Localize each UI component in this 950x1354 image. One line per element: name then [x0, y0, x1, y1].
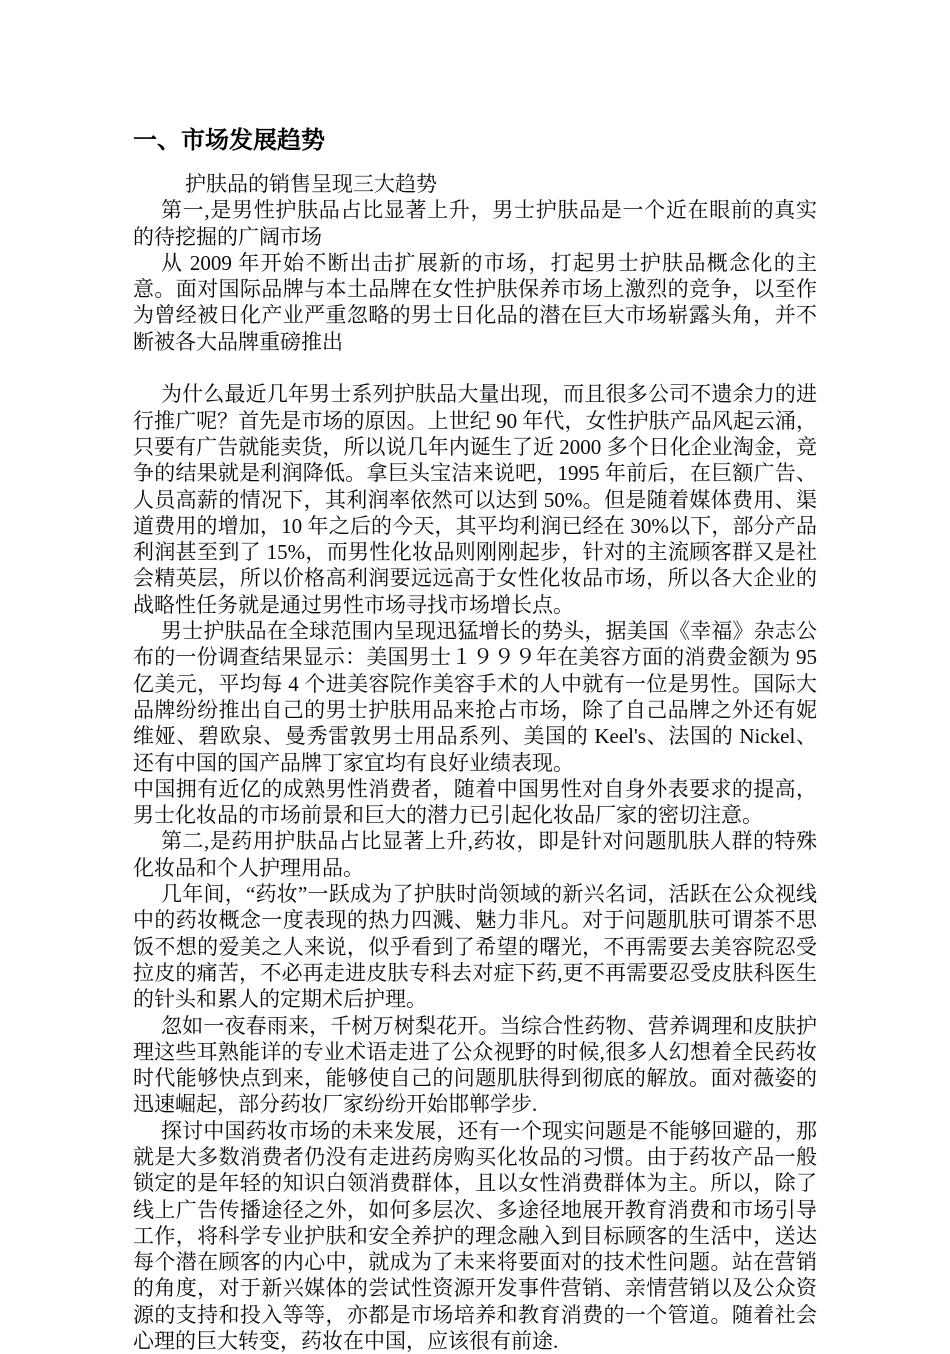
section-heading: 一、市场发展趋势 [133, 127, 325, 154]
paragraph-lead: 护肤品的销售呈现三大趋势 [185, 172, 437, 196]
document-page [133, 126, 817, 1354]
paragraph: 探讨中国药妆市场的未来发展，还有一个现实问题是不能够回避的，那就是大多数消费者仍没有走进药房购买化妆品的习惯。由于药妆产品一般锁定的是年轻的知识白领消费群体，且以女性消费群体为主。所以，除了线上广告传播途径之外，如何多层次、多途径地展开教育消费和市场引导工作，将科学专业护肤和安全养护的理念融入到目标顾客的生活中，送达每个潜在顾客的内心中，就成为了未来将要面对的技术性问题。站在营销的角度，对于新兴媒体的尝试性资源开发事件营销、亲情营销以及公众资源的支持和投入等等，亦都是市场培养和教育消费的一个管道。随着社会心理的巨大转变，药妆在中国，应该很有前途. [133, 1118, 817, 1354]
paragraph: 中国拥有近亿的成熟男性消费者，随着中国男性对自身外表要求的提高，男士化妆品的市场前景和巨大的潜力已引起化妆品厂家的密切注意。 [133, 776, 817, 828]
paragraph: 男士护肤品在全球范围内呈现迅猛增长的势头，据美国《幸福》杂志公布的一份调查结果显示：美国男士１９９９年在美容方面的消费金额为 95 亿美元，平均每 4 个进美容院作美容手术的人中就有一位是男性。国际大品牌纷纷推出自己的男士护肤用品来抢占市场，除了自己品牌之外还有妮维娅、碧欧泉、曼秀雷敦男士用品系列、美国的 Keel's、法国的 Nickel、还有中国的国产品牌丁家宜均有良好业绩表现。 [133, 619, 817, 775]
paragraph: 从 2009 年开始不断出击扩展新的市场，打起男士护肤品概念化的主意。面对国际品牌与本土品牌在女性护肤保养市场上激烈的竞争，以至作为曾经被日化产业严重忽略的男士日化品的潜在巨大市场崭露头角，并不断被各大品牌重磅推出 [133, 250, 817, 354]
blank-line [133, 355, 817, 381]
paragraph: 第一,是男性护肤品占比显著上升，男士护肤品是一个近在眼前的真实的待挖掘的广阔市场 [133, 198, 817, 249]
paragraph: 几年间，“药妆”一跃成为了护肤时尚领域的新兴名词，活跃在公众视线中的药妆概念一度表现的热力四溅、魅力非凡。对于问题肌肤可谓茶不思饭不想的爱美之人来说，似乎看到了希望的曙光，不再需要去美容院忍受拉皮的痛苦，不必再走进皮肤专科去对症下药,更不再需要忍受皮肤科医生的针头和累人的定期术后护理。 [133, 882, 817, 1012]
paragraph: 第二,是药用护肤品占比显著上升,药妆，即是针对问题肌肤人群的特殊化妆品和个人护理用品。 [133, 829, 817, 880]
paragraph: 忽如一夜春雨来，千树万树梨花开。当综合性药物、营养调理和皮肤护理这些耳熟能详的专业术语走进了公众视野的时候,很多人幻想着全民药妆时代能够快点到来，能够使自己的问题肌肤得到彻底的解放。面对薇姿的迅速崛起，部分药妆厂家纷纷开始邯郸学步. [133, 1013, 817, 1117]
paragraph: 为什么最近几年男士系列护肤品大量出现，而且很多公司不遗余力的进行推广呢？首先是市场的原因。上世纪 90 年代，女性护肤产品风起云涌，只要有广告就能卖货，所以说几年内诞生了近 2000 多个日化企业淘金，竞争的结果就是利润降低。拿巨头宝洁来说吧，1995 年前后，在巨额广告、人员高薪的情况下，其利润率依然可以达到 50%。但是随着媒体费用、渠道费用的增加，10 年之后的今天，其平均利润已经在 30%以下，部分产品利润甚至到了 15%，而男性化妆品则刚刚起步，针对的主流顾客群又是社会精英层，所以价格高利润要远远高于女性化妆品市场，所以各大企业的战略性任务就是通过男性市场寻找市场增长点。 [133, 382, 817, 617]
